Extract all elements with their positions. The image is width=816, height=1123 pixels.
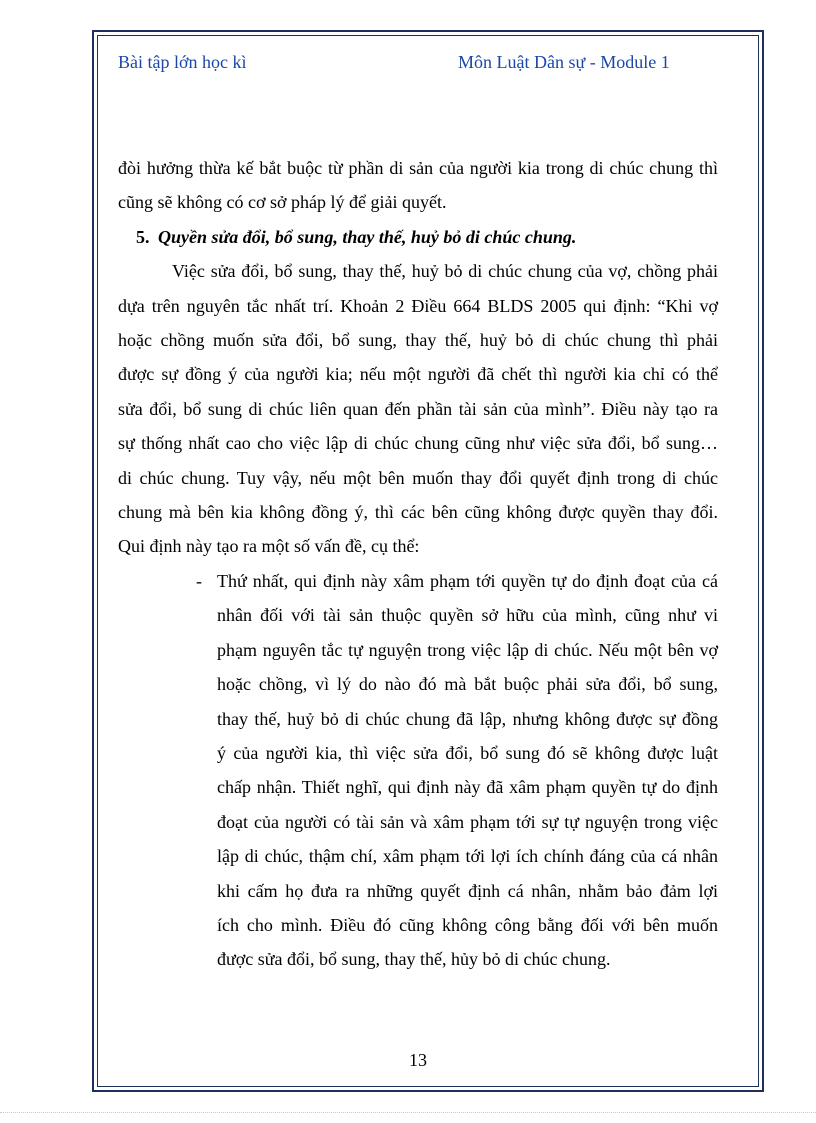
- text-line: sự thống nhất cao cho việc lập di chúc chung cũng như việc sửa đổi, bổ sung…: [118, 433, 718, 454]
- header-right-text: Môn Luật Dân sự - Module 1: [458, 52, 670, 72]
- text-line: Qui định này tạo ra một số vấn đề, cụ thể:: [118, 536, 420, 557]
- text-line: ích cho mình. Điều đó cũng không công bằng đối với bên muốn: [217, 914, 718, 935]
- text-line: phạm nguyên tắc tự nguyện trong việc lập di chúc. Nếu một bên vợ: [217, 639, 718, 660]
- paragraph-main: [118, 254, 718, 564]
- text-line: thay thế, huỷ bỏ di chúc chung đã lập, nhưng không được sự đồng: [217, 708, 718, 729]
- header-left-text: Bài tập lớn học kì: [118, 52, 247, 72]
- text-line: chung mà bên kia không đồng ý, thì các bên cũng không được quyền thay đổi.: [118, 502, 718, 523]
- text-line: ý của người kia, thì việc sửa đổi, bổ sung đó sẽ không được luật: [217, 742, 718, 763]
- text-line: dựa trên nguyên tắc nhất trí. Khoản 2 Điều 664 BLDS 2005 qui định: “Khi vợ: [118, 295, 718, 316]
- paragraph-continuation: [118, 151, 718, 220]
- page-bottom-divider: [0, 1112, 816, 1113]
- text-line: cũng sẽ không có cơ sở pháp lý để giải quyết.: [118, 192, 447, 213]
- section-heading: [118, 220, 718, 254]
- text-line: được sự đồng ý của người kia; nếu một người đã chết thì người kia chỉ có thể: [118, 364, 718, 385]
- text-line: được sửa đổi, bổ sung, thay thế, hủy bỏ di chúc chung.: [217, 949, 611, 970]
- text-line: nhân đối với tài sản thuộc quyền sở hữu của mình, cũng như vi: [217, 605, 718, 626]
- text-line: khi cấm họ đưa ra những quyết định cá nhân, nhằm bảo đảm lợi: [217, 880, 718, 901]
- text-line: sửa đổi, bổ sung di chúc liên quan đến phần tài sản của mình”. Điều này tạo ra: [118, 398, 718, 419]
- section-number: 5.: [136, 226, 150, 247]
- text-line: chấp nhận. Thiết nghĩ, qui định này đã xâm phạm quyền tự do định: [217, 777, 718, 798]
- text-line: di chúc chung. Tuy vậy, nếu một bên muốn thay đổi quyết định trong di chúc: [118, 467, 718, 488]
- bullet-dash: -: [196, 570, 202, 591]
- text-line: hoặc chồng, vì lý do nào đó mà bắt buộc phải sửa đổi, bổ sung,: [217, 674, 718, 695]
- text-line: hoặc chồng muốn sửa đổi, bổ sung, thay thế, huỷ bỏ di chúc chung thì phải: [118, 330, 718, 351]
- text-line: lập di chúc, thậm chí, xâm phạm tới lợi ích chính đáng của cá nhân: [217, 846, 718, 867]
- text-line: Thứ nhất, qui định này xâm phạm tới quyền tự do định đoạt của cá: [217, 570, 718, 591]
- text-line: đoạt của người có tài sản và xâm phạm tới sự tự nguyện trong việc: [217, 811, 718, 832]
- bullet-item: [118, 564, 718, 977]
- text-line: đòi hưởng thừa kế bắt buộc từ phần di sản của người kia trong di chúc chung thì: [118, 158, 718, 178]
- document-body: [118, 151, 718, 977]
- page-number: 13: [409, 1050, 427, 1070]
- section-title: Quyền sửa đổi, bổ sung, thay thế, huỷ bỏ di chúc chung.: [158, 226, 577, 247]
- text-line: Việc sửa đổi, bổ sung, thay thế, huỷ bỏ di chúc chung của vợ, chồng phải: [172, 261, 718, 282]
